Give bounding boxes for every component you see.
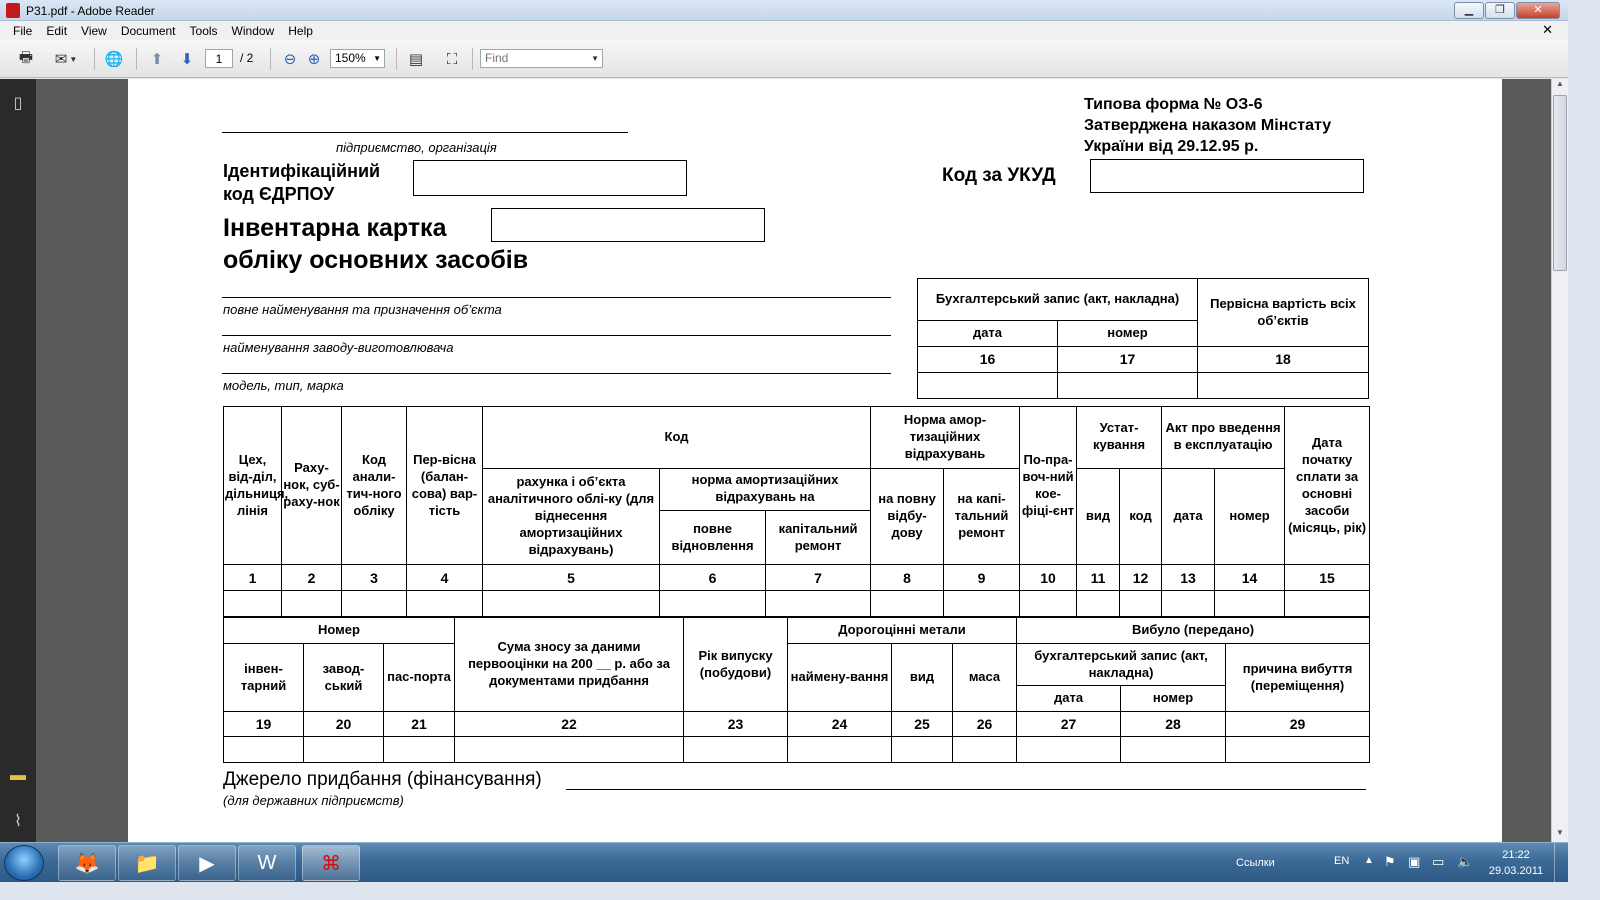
- table-cell[interactable]: [660, 590, 766, 616]
- scroll-down-icon[interactable]: ▼: [1556, 828, 1564, 837]
- column-number: 2: [282, 565, 342, 590]
- table-header: Дорогоцінні метали: [788, 618, 1017, 644]
- card-title-line: обліку основних засобів: [223, 246, 529, 274]
- zoom-out-icon[interactable]: ⊖: [283, 51, 297, 68]
- column-number: 13: [1162, 565, 1215, 590]
- column-number: 29: [1226, 712, 1370, 737]
- usb-tray-icon[interactable]: ⚑: [1384, 854, 1396, 869]
- table-cell[interactable]: [342, 590, 407, 616]
- document-view[interactable]: [36, 79, 1551, 842]
- table-header: інвен-тарний: [224, 644, 304, 712]
- table-header: По-пра-воч-ний кое-фіці-єнт: [1020, 407, 1077, 565]
- adobe-reader-icon: [6, 3, 20, 18]
- form-header: [1084, 94, 1331, 157]
- edrpou-label-line: код ЄДРПОУ: [223, 184, 335, 204]
- zoom-select[interactable]: [330, 49, 385, 68]
- table-header: причина вибуття (переміщення): [1226, 644, 1370, 712]
- table-cell[interactable]: [224, 737, 304, 763]
- table-header: Устат-кування: [1077, 407, 1162, 469]
- table-cell[interactable]: [766, 590, 871, 616]
- monitor-tray-icon[interactable]: ▭: [1432, 854, 1445, 869]
- table-header: код: [1120, 468, 1162, 565]
- toolbar: [0, 40, 1568, 78]
- column-number: 22: [455, 712, 684, 737]
- language-indicator[interactable]: EN: [1334, 855, 1350, 867]
- column-number: 20: [304, 712, 384, 737]
- table-cell[interactable]: [1077, 590, 1120, 616]
- table-header: Код анали-тич-ного обліку: [342, 407, 407, 565]
- window-controls: [1454, 2, 1560, 19]
- chevron-down-icon: ▼: [373, 54, 381, 63]
- column-number: 14: [1215, 565, 1285, 590]
- close-button[interactable]: ✕: [1516, 2, 1560, 19]
- menu-help[interactable]: Help: [288, 23, 313, 38]
- table-header: Пер-вісна (балан-сова) вар-тість: [407, 407, 483, 565]
- column-number: 1: [224, 565, 282, 590]
- table-cell[interactable]: [407, 590, 483, 616]
- table-cell[interactable]: [1215, 590, 1285, 616]
- next-page-icon[interactable]: ⬇: [180, 51, 194, 68]
- maximize-button[interactable]: ❐: [1485, 2, 1515, 19]
- table-header: Первісна вартість всіх об’єктів: [1198, 279, 1369, 347]
- table-header: Цех, від-діл, дільниця, лінія: [224, 407, 282, 565]
- table-header: дата: [1017, 686, 1121, 712]
- column-number: 6: [660, 565, 766, 590]
- minimize-button[interactable]: ▁: [1454, 2, 1484, 19]
- menu-edit[interactable]: Edit: [46, 23, 68, 38]
- table-cell[interactable]: [1121, 737, 1226, 763]
- table-header: пас-порта: [384, 644, 455, 712]
- column-number: 19: [224, 712, 304, 737]
- table-cell[interactable]: [1017, 737, 1121, 763]
- edrpou-label-line: Ідентифікаційний: [223, 161, 381, 181]
- table-cell[interactable]: [892, 737, 953, 763]
- table-header: бухгалтерський запис (акт, накладна): [1017, 644, 1226, 686]
- card-title: [223, 212, 528, 276]
- table-header: Код: [483, 407, 871, 469]
- firefox-taskbar-icon[interactable]: 🦊: [58, 845, 116, 881]
- table-header: Сума зносу за даними первооцінки на 200 __ р. або за документами придбання: [455, 618, 684, 712]
- main-table: [223, 406, 1370, 617]
- column-number: 8: [871, 565, 944, 590]
- model-caption: модель, тип, марка: [223, 378, 344, 393]
- find-input[interactable]: [480, 49, 603, 68]
- table-header: норма амортизаційних відрахувань на: [660, 468, 871, 510]
- clock-time: 21:22: [1502, 849, 1530, 861]
- form-header-line: Затверджена наказом Мінстату: [1084, 117, 1332, 134]
- table-header: рахунка і об’єкта аналітичного облі-ку (для віднесення амортизаційних відрахувань): [483, 468, 660, 565]
- org-caption: підприємство, організація: [336, 140, 497, 155]
- vertical-scrollbar[interactable]: [1551, 79, 1568, 842]
- links-toolbar[interactable]: Ссылки: [1236, 857, 1275, 869]
- edrpou-field[interactable]: [413, 160, 687, 196]
- explorer-taskbar-icon[interactable]: 📁: [118, 845, 176, 881]
- fit-page-icon[interactable]: ▤: [408, 51, 424, 68]
- show-desktop-button[interactable]: [1554, 843, 1568, 883]
- table-header: маса: [953, 644, 1017, 712]
- table-cell[interactable]: [304, 737, 384, 763]
- table-cell[interactable]: [1120, 590, 1162, 616]
- table-header: номер: [1121, 686, 1226, 712]
- column-number: 21: [384, 712, 455, 737]
- edrpou-label: [223, 160, 380, 206]
- globe-icon[interactable]: 🌐: [104, 51, 124, 68]
- ukud-field[interactable]: [1090, 159, 1364, 193]
- start-button[interactable]: [4, 845, 44, 881]
- table-header: дата: [1162, 468, 1215, 565]
- column-number: 18: [1198, 347, 1369, 373]
- card-number-field[interactable]: [491, 208, 765, 242]
- clock-date: 29.03.2011: [1488, 865, 1544, 877]
- menu-window[interactable]: Window: [231, 23, 275, 38]
- fit-width-icon[interactable]: ⛶: [446, 50, 458, 68]
- table-header: наймену-вання: [788, 644, 892, 712]
- column-number: 3: [342, 565, 407, 590]
- column-number: 4: [407, 565, 483, 590]
- manufacturer-caption: найменування заводу-виготовлювача: [223, 340, 454, 355]
- clock[interactable]: [1486, 847, 1546, 879]
- form-header-line: Типова форма № ОЗ-6: [1084, 96, 1263, 113]
- adobe-reader-taskbar-icon[interactable]: ⌘: [302, 845, 360, 881]
- column-number: 5: [483, 565, 660, 590]
- column-number: 11: [1077, 565, 1120, 590]
- attach-icon[interactable]: ✉ ▼: [54, 51, 78, 68]
- column-number: 23: [684, 712, 788, 737]
- media-player-taskbar-icon[interactable]: ▶: [178, 845, 236, 881]
- word-taskbar-icon[interactable]: W: [238, 845, 296, 881]
- column-number: 10: [1020, 565, 1077, 590]
- table-cell[interactable]: [282, 590, 342, 616]
- column-number: 24: [788, 712, 892, 737]
- table-header: Раху-нок, суб-раху-нок: [282, 407, 342, 565]
- table-header: на повну відбу-дову: [871, 468, 944, 565]
- network-tray-icon[interactable]: ▣: [1408, 854, 1421, 869]
- find-placeholder: Find: [485, 51, 509, 65]
- table-header: дата: [918, 321, 1058, 347]
- pdf-page: [128, 79, 1502, 842]
- ukud-label: Код за УКУД: [942, 165, 1056, 186]
- table-cell[interactable]: [684, 737, 788, 763]
- table-cell[interactable]: [455, 737, 684, 763]
- menu-file[interactable]: File: [13, 23, 33, 38]
- table-header: Дата початку сплати за основні засоби (місяць, рік): [1285, 407, 1370, 565]
- pages-icon[interactable]: ▯: [13, 95, 23, 112]
- column-number: 7: [766, 565, 871, 590]
- taskbar: [0, 842, 1568, 882]
- navigation-panel: [0, 79, 36, 842]
- table-header: на капі-тальний ремонт: [944, 468, 1020, 565]
- table-cell[interactable]: [1198, 373, 1369, 399]
- table-header: вид: [1077, 468, 1120, 565]
- table-header: Акт про введення в експлуатацію: [1162, 407, 1285, 469]
- title-bar: [0, 0, 1568, 21]
- column-number: 26: [953, 712, 1017, 737]
- previous-page-icon[interactable]: ⬆: [150, 51, 164, 68]
- column-number: 17: [1058, 347, 1198, 373]
- table-cell[interactable]: [1020, 590, 1077, 616]
- column-number: 16: [918, 347, 1058, 373]
- table-header: номер: [1215, 468, 1285, 565]
- object-name-caption: повне найменування та призначення об’єкта: [223, 302, 502, 317]
- table-header: номер: [1058, 321, 1198, 347]
- window-title: P31.pdf - Adobe Reader: [26, 4, 155, 18]
- column-number: 12: [1120, 565, 1162, 590]
- table-cell[interactable]: [1058, 373, 1198, 399]
- table-header: Бухгалтерський запис (акт, накладна): [918, 279, 1198, 321]
- column-number: 25: [892, 712, 953, 737]
- table-header: завод-ський: [304, 644, 384, 712]
- secondary-table: [223, 617, 1370, 763]
- column-number: 28: [1121, 712, 1226, 737]
- zoom-in-icon[interactable]: ⊕: [307, 51, 321, 68]
- volume-tray-icon[interactable]: 🔈: [1457, 854, 1474, 869]
- column-number: 27: [1017, 712, 1121, 737]
- table-cell[interactable]: [871, 590, 944, 616]
- table-cell[interactable]: [953, 737, 1017, 763]
- accounting-record-table: [917, 278, 1369, 399]
- scroll-up-icon[interactable]: ▲: [1556, 79, 1564, 88]
- comments-icon[interactable]: ▬: [10, 767, 26, 784]
- page-number-input[interactable]: [205, 49, 233, 68]
- table-cell[interactable]: [1226, 737, 1370, 763]
- table-cell[interactable]: [483, 590, 660, 616]
- table-cell[interactable]: [384, 737, 455, 763]
- form-header-line: України від 29.12.95 р.: [1084, 138, 1259, 155]
- table-header: капітальний ремонт: [766, 510, 871, 565]
- table-header: Вибуло (передано): [1017, 618, 1370, 644]
- menu-bar: [0, 21, 1568, 40]
- table-cell[interactable]: [1285, 590, 1370, 616]
- table-header: Рік випуску (побудови): [684, 618, 788, 712]
- table-cell[interactable]: [918, 373, 1058, 399]
- table-cell[interactable]: [1162, 590, 1215, 616]
- table-header: повне відновлення: [660, 510, 766, 565]
- menu-tools[interactable]: Tools: [189, 23, 218, 38]
- card-title-line: Інвентарна картка: [223, 214, 447, 242]
- chevron-down-icon: ▼: [591, 54, 599, 63]
- table-cell[interactable]: [944, 590, 1020, 616]
- column-number: 15: [1285, 565, 1370, 590]
- menu-view[interactable]: View: [81, 23, 107, 38]
- tray-expand-icon[interactable]: ▲: [1364, 855, 1374, 866]
- table-cell[interactable]: [224, 590, 282, 616]
- column-number: 9: [944, 565, 1020, 590]
- table-header: вид: [892, 644, 953, 712]
- zoom-value: 150%: [335, 51, 366, 65]
- table-header: Норма амор-тизаційних відрахувань: [871, 407, 1020, 469]
- document-close-icon[interactable]: ✕: [1542, 22, 1553, 37]
- page-total: / 2: [240, 51, 254, 65]
- scrollbar-thumb[interactable]: [1553, 95, 1567, 271]
- menu-document[interactable]: Document: [120, 23, 176, 38]
- attachments-icon[interactable]: ⌇: [14, 813, 22, 830]
- table-header: Номер: [224, 618, 455, 644]
- print-icon[interactable]: 🖶: [18, 48, 34, 66]
- source-label: Джерело придбання (фінансування): [223, 769, 542, 790]
- table-cell[interactable]: [788, 737, 892, 763]
- source-caption: (для державних підприємств): [223, 793, 404, 808]
